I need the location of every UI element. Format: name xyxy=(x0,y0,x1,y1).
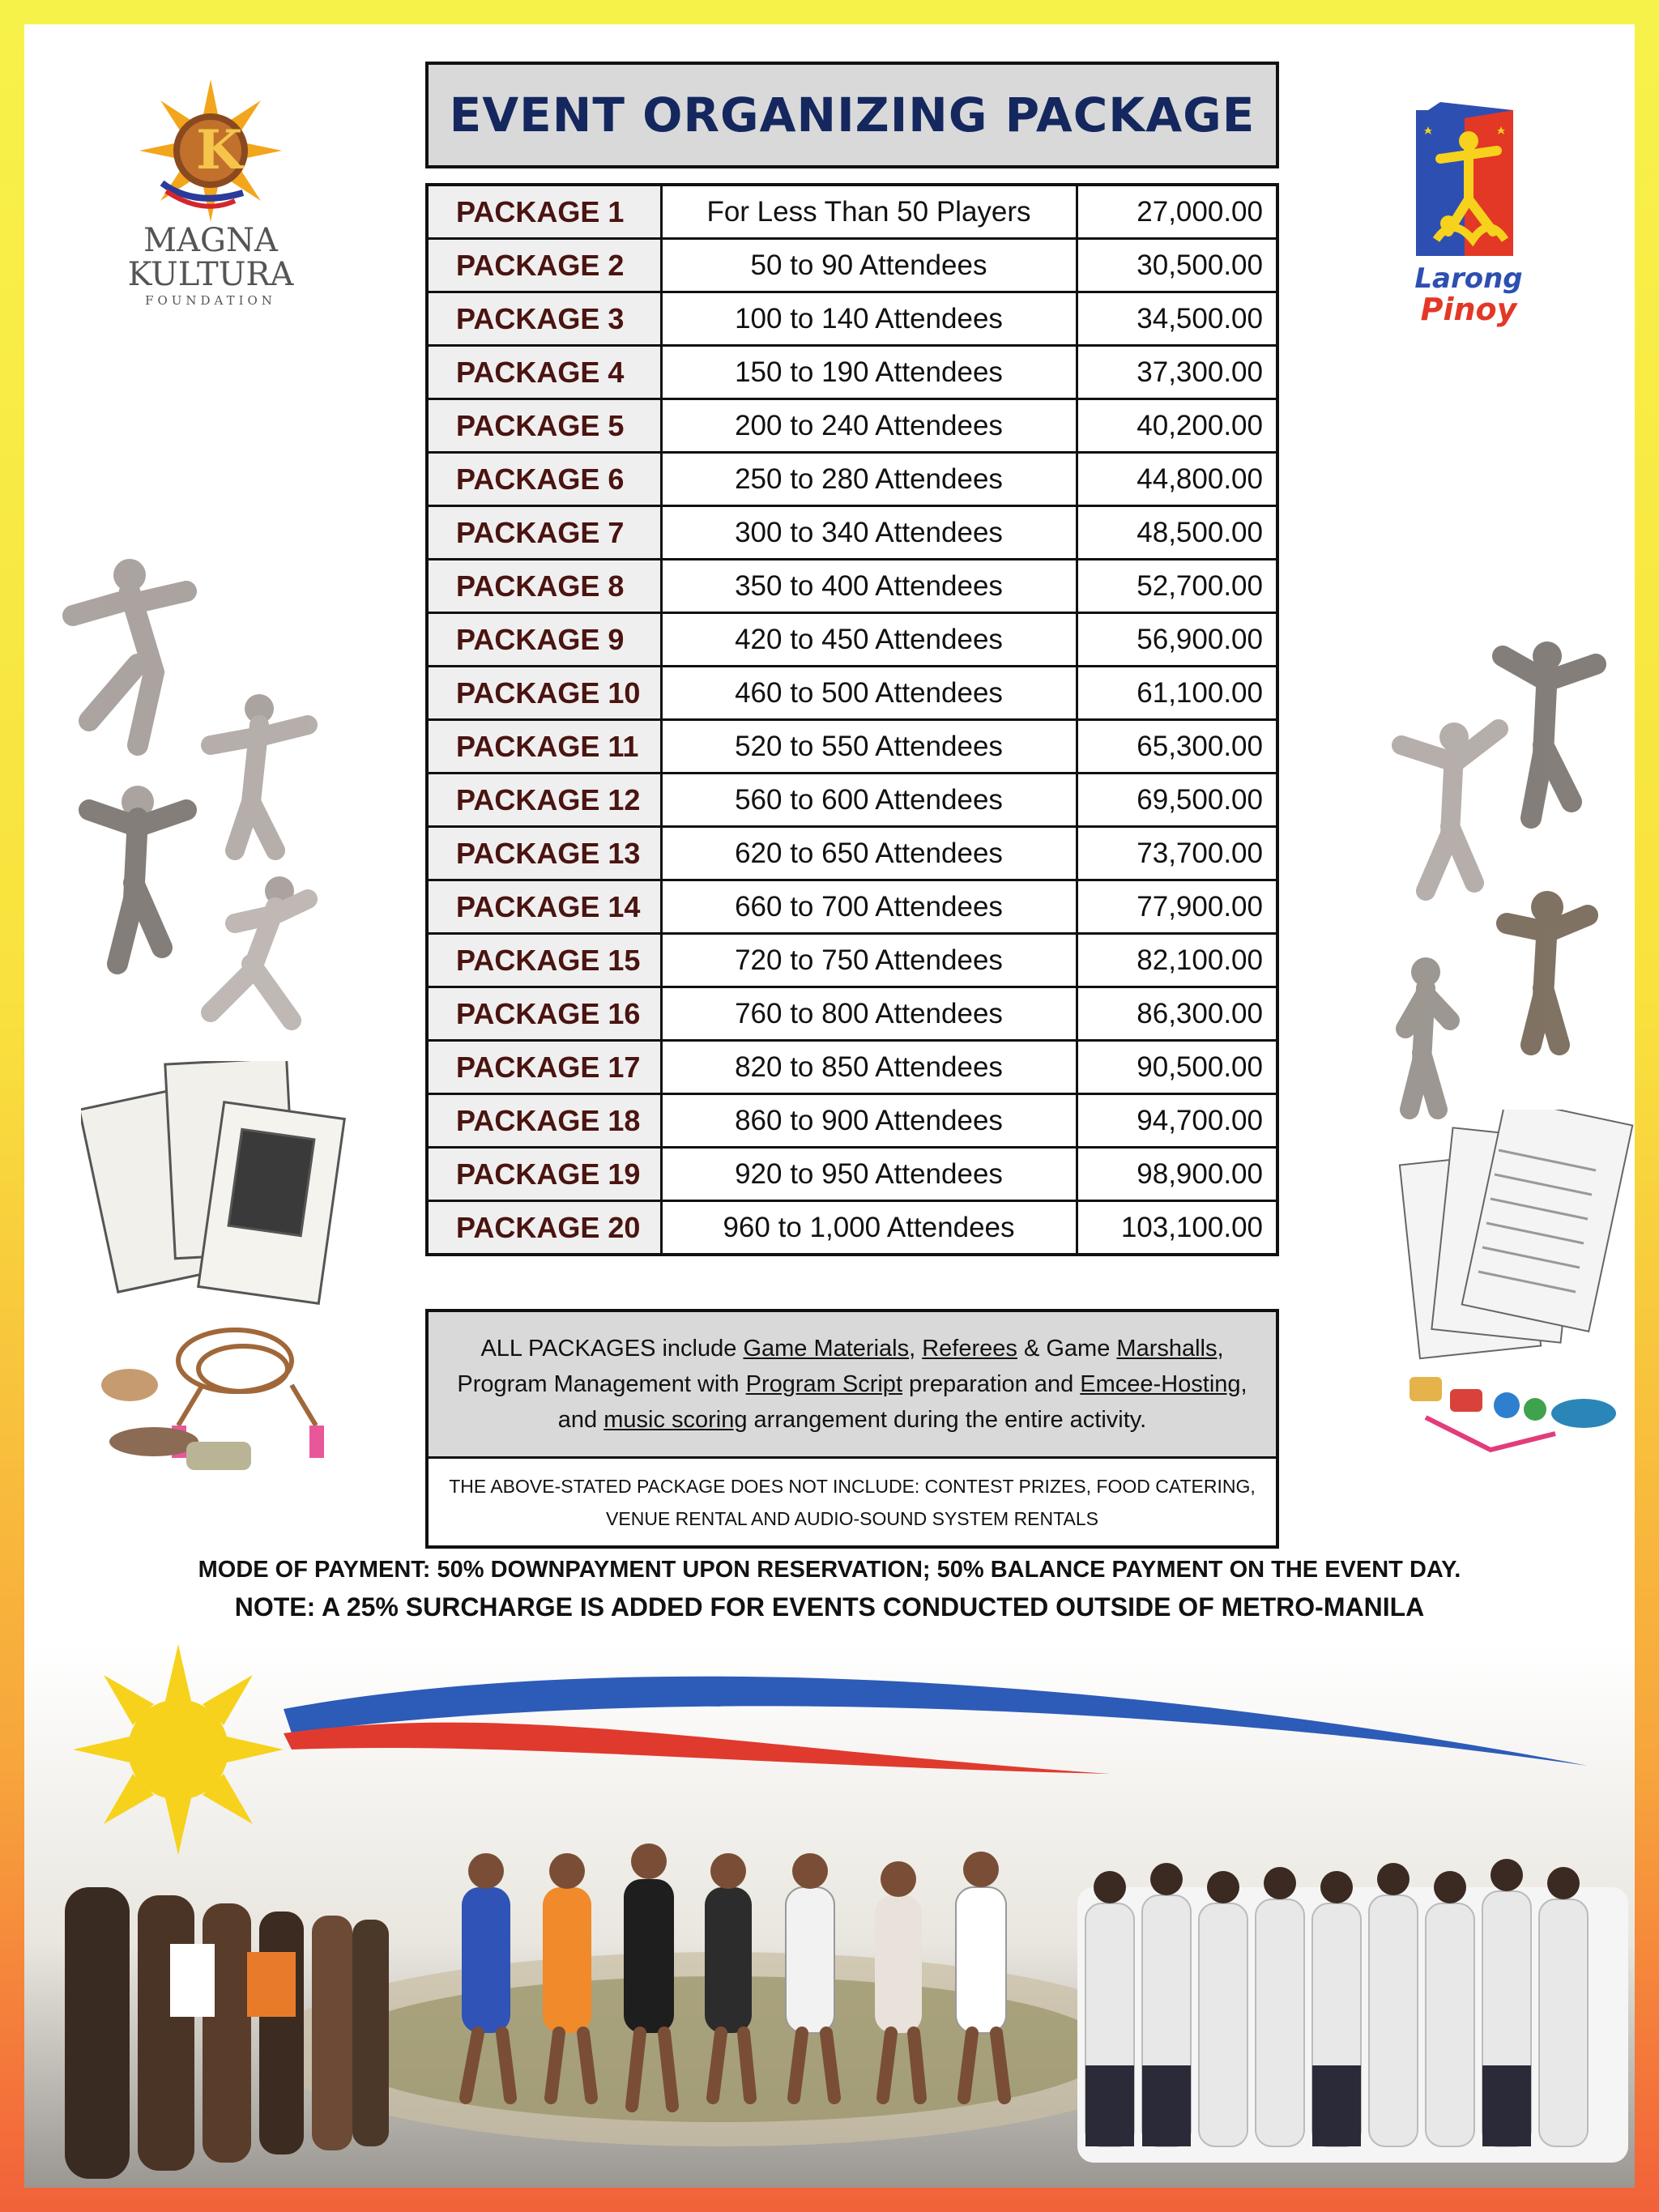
table-row xyxy=(427,1148,1277,1201)
table-row xyxy=(427,399,1277,453)
table-row xyxy=(427,934,1277,987)
inclusions-t5: preparation and xyxy=(902,1371,1081,1397)
magna-line1: MAGNA xyxy=(143,222,278,259)
package-name: PACKAGE 16 xyxy=(427,987,661,1041)
package-attendees: 100 to 140 Attendees xyxy=(661,292,1077,346)
package-name: PACKAGE 18 xyxy=(427,1094,661,1148)
table-row xyxy=(427,1201,1277,1255)
inclusions-t6: , and xyxy=(557,1371,1247,1433)
package-name: PACKAGE 2 xyxy=(427,239,661,292)
package-attendees: 620 to 650 Attendees xyxy=(661,827,1077,880)
table-row xyxy=(427,613,1277,667)
package-price: 86,300.00 xyxy=(1077,987,1277,1041)
package-price: 98,900.00 xyxy=(1077,1148,1277,1201)
table-row xyxy=(427,506,1277,560)
package-name: PACKAGE 5 xyxy=(427,399,661,453)
package-attendees: 460 to 500 Attendees xyxy=(661,667,1077,720)
inclusions-emcee-hosting: Emcee-Hosting xyxy=(1080,1371,1241,1397)
table-row xyxy=(427,292,1277,346)
package-price: 94,700.00 xyxy=(1077,1094,1277,1148)
sun-emblem-icon xyxy=(122,76,300,230)
package-price: 27,000.00 xyxy=(1077,185,1277,239)
package-name: PACKAGE 11 xyxy=(427,720,661,774)
title-box xyxy=(425,62,1279,168)
package-name: PACKAGE 15 xyxy=(427,934,661,987)
magna-line2: KULTURA xyxy=(127,256,294,293)
inclusions-t2: , xyxy=(909,1336,923,1362)
package-price: 82,100.00 xyxy=(1077,934,1277,987)
package-name: PACKAGE 6 xyxy=(427,453,661,506)
score-sheets-illustration xyxy=(1393,1110,1635,1482)
package-attendees: 250 to 280 Attendees xyxy=(661,453,1077,506)
package-attendees: 920 to 950 Attendees xyxy=(661,1148,1077,1201)
package-name: PACKAGE 13 xyxy=(427,827,661,880)
table-row xyxy=(427,827,1277,880)
page-title: EVENT ORGANIZING PACKAGE xyxy=(449,87,1256,143)
package-price: 90,500.00 xyxy=(1077,1041,1277,1094)
package-name: PACKAGE 20 xyxy=(427,1201,661,1255)
table-row xyxy=(427,774,1277,827)
table-row xyxy=(427,560,1277,613)
package-price: 37,300.00 xyxy=(1077,346,1277,399)
package-price: 40,200.00 xyxy=(1077,399,1277,453)
package-name: PACKAGE 1 xyxy=(427,185,661,239)
package-name: PACKAGE 14 xyxy=(427,880,661,934)
package-attendees: 660 to 700 Attendees xyxy=(661,880,1077,934)
flyer-page xyxy=(24,24,1635,2188)
inclusions-marshalls: Marshalls xyxy=(1116,1336,1218,1362)
package-inclusions-box xyxy=(425,1309,1279,1549)
package-table-body xyxy=(427,185,1277,1255)
package-price: 44,800.00 xyxy=(1077,453,1277,506)
inclusions-t1: ALL PACKAGES include xyxy=(480,1336,744,1362)
table-row xyxy=(427,720,1277,774)
package-price: 56,900.00 xyxy=(1077,613,1277,667)
package-name: PACKAGE 17 xyxy=(427,1041,661,1094)
inclusions-t4: , Program Management with xyxy=(457,1336,1224,1397)
package-attendees: 200 to 240 Attendees xyxy=(661,399,1077,453)
inclusions-t3: & Game xyxy=(1017,1336,1117,1362)
package-price: 61,100.00 xyxy=(1077,667,1277,720)
table-row xyxy=(427,1094,1277,1148)
package-price: 69,500.00 xyxy=(1077,774,1277,827)
package-price: 34,500.00 xyxy=(1077,292,1277,346)
package-price: 30,500.00 xyxy=(1077,239,1277,292)
package-attendees: 960 to 1,000 Attendees xyxy=(661,1201,1077,1255)
table-row xyxy=(427,185,1277,239)
package-price: 77,900.00 xyxy=(1077,880,1277,934)
package-attendees: 350 to 400 Attendees xyxy=(661,560,1077,613)
package-name: PACKAGE 10 xyxy=(427,667,661,720)
package-name: PACKAGE 8 xyxy=(427,560,661,613)
package-attendees: 760 to 800 Attendees xyxy=(661,987,1077,1041)
package-name: PACKAGE 9 xyxy=(427,613,661,667)
package-attendees: 560 to 600 Attendees xyxy=(661,774,1077,827)
game-manual-cards-illustration xyxy=(81,1061,373,1498)
table-row xyxy=(427,880,1277,934)
package-name: PACKAGE 7 xyxy=(427,506,661,560)
package-attendees: 860 to 900 Attendees xyxy=(661,1094,1077,1148)
larong-line2: Pinoy xyxy=(1420,292,1517,327)
magna-kultura-logo xyxy=(122,76,300,319)
inclusions-referees: Referees xyxy=(922,1336,1017,1362)
inclusions-program-script: Program Script xyxy=(745,1371,902,1397)
package-attendees: For Less Than 50 Players xyxy=(661,185,1077,239)
package-table xyxy=(425,183,1279,1256)
table-row xyxy=(427,667,1277,720)
package-attendees: 50 to 90 Attendees xyxy=(661,239,1077,292)
inclusions-t7: arrangement during the entire activity. xyxy=(747,1407,1147,1433)
package-name: PACKAGE 12 xyxy=(427,774,661,827)
package-price: 52,700.00 xyxy=(1077,560,1277,613)
table-row xyxy=(427,346,1277,399)
left-dancer-silhouettes xyxy=(41,543,365,1045)
exclusions-text: THE ABOVE-STATED PACKAGE DOES NOT INCLUDE: CONTEST PRIZES, FOOD CATERING, VENUE RENTAL AND AUDIO-SOUND SYSTEM RENTALS xyxy=(449,1476,1256,1529)
inclusions-text xyxy=(429,1312,1276,1459)
package-attendees: 300 to 340 Attendees xyxy=(661,506,1077,560)
table-row xyxy=(427,453,1277,506)
package-name: PACKAGE 19 xyxy=(427,1148,661,1201)
package-attendees: 820 to 850 Attendees xyxy=(661,1041,1077,1094)
payment-terms: MODE OF PAYMENT: 50% DOWNPAYMENT UPON RESERVATION; 50% BALANCE PAYMENT ON THE EVENT DAY. xyxy=(198,1557,1461,1583)
larong-line1: Larong xyxy=(1414,262,1523,295)
table-row xyxy=(427,1041,1277,1094)
package-price: 48,500.00 xyxy=(1077,506,1277,560)
right-dancer-silhouettes xyxy=(1361,624,1635,1126)
table-row xyxy=(427,239,1277,292)
inclusions-game-materials: Game Materials xyxy=(743,1336,910,1362)
package-attendees: 420 to 450 Attendees xyxy=(661,613,1077,667)
package-attendees: 520 to 550 Attendees xyxy=(661,720,1077,774)
package-attendees: 720 to 750 Attendees xyxy=(661,934,1077,987)
package-price: 65,300.00 xyxy=(1077,720,1277,774)
table-row xyxy=(427,987,1277,1041)
package-price: 103,100.00 xyxy=(1077,1201,1277,1255)
larong-pinoy-logo xyxy=(1392,102,1546,345)
surcharge-note: NOTE: A 25% SURCHARGE IS ADDED FOR EVENTS CONDUCTED OUTSIDE OF METRO-MANILA xyxy=(234,1592,1425,1622)
package-price: 73,700.00 xyxy=(1077,827,1277,880)
package-attendees: 150 to 190 Attendees xyxy=(661,346,1077,399)
package-name: PACKAGE 3 xyxy=(427,292,661,346)
svg-text:K: K xyxy=(196,118,243,181)
athletes-group-photo-banner xyxy=(24,1644,1635,2188)
philippine-sun-icon xyxy=(73,1644,284,1855)
magna-line3: FOUNDATION xyxy=(145,293,276,308)
package-name: PACKAGE 4 xyxy=(427,346,661,399)
inclusions-music-scoring: music scoring xyxy=(603,1407,748,1433)
flag-figures-icon xyxy=(1392,102,1546,264)
